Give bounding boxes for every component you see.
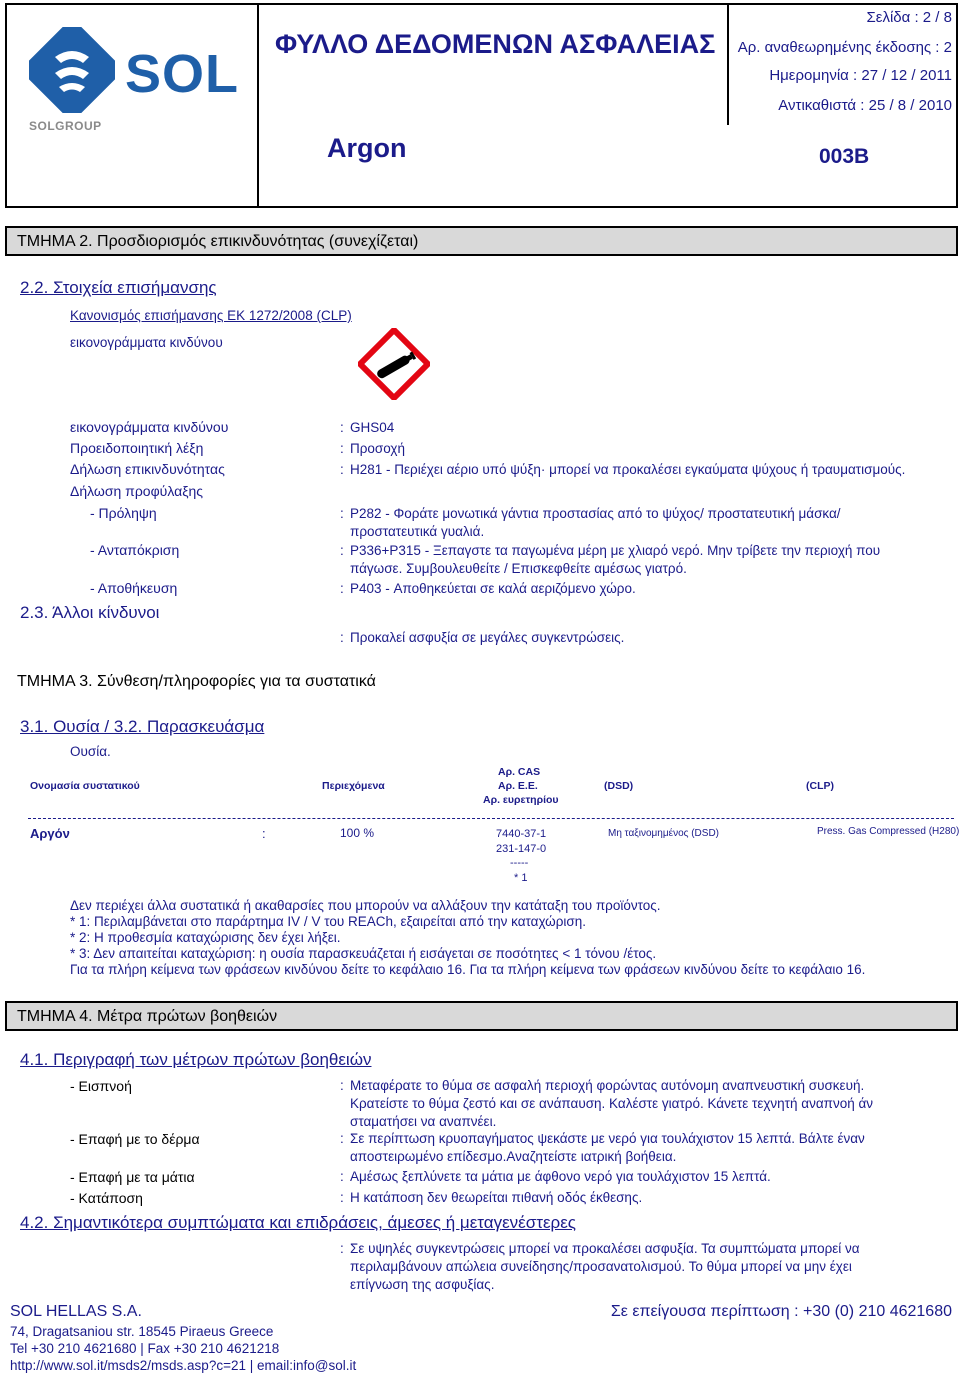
col-header-content: Περιεχόμενα [322,780,385,792]
prevention-line-2: προστατευτικά γυαλιά. [350,524,485,539]
prevention-label: - Πρόληψη [90,505,157,521]
sol-logo-icon [29,27,115,113]
col-header-ec: Αρ. Ε.Ε. [498,780,538,792]
response-label: - Ανταπόκριση [90,542,180,558]
skin-contact-label: - Επαφή με το δέρμα [70,1131,200,1147]
section-2-bar: ΤΜΗΜΑ 2. Προσδιορισμός επικινδυνότητας (συνεχίζεται) [5,226,958,256]
subsection-4-1-heading: 4.1. Περιγραφή των μέτρων πρώτων βοηθειών [20,1050,372,1069]
col-header-dsd: (DSD) [604,780,634,792]
prevention-value [340,505,841,541]
footer-address: 74, Dragatsaniou str. 18545 Piraeus Greece [10,1324,274,1339]
ingredient-colon: : [262,826,266,841]
row-value-signal-word [340,440,405,458]
ingredient-content: 100 % [340,826,375,840]
ingredient-note: * 1 [514,872,528,884]
symptoms-line-1: Σε υψηλές συγκεντρώσεις μπορεί να προκαλέσει ασφυξία. Τα συμπτώματα μπορεί να [350,1241,860,1256]
symptoms-value [340,1240,860,1294]
storage-value [340,580,636,598]
ingestion-value [340,1189,642,1207]
regulation-text: Κανονισμός επισήμανσης ΕΚ 1272/2008 (CLP) [70,308,352,323]
revision-number: Αρ. αναθεωρημένης έκδοσης : 2 [737,39,952,56]
document-info-box [727,5,958,125]
section-3-bar: ΤΜΗΜΑ 3. Σύνθεση/πληροφορίες για τα συστατικά [5,668,958,698]
eye-contact-value [340,1168,771,1186]
storage-label: - Αποθήκευση [90,580,178,596]
other-hazards-text: Προκαλεί ασφυξία σε μεγάλες συγκεντρώσεις. [350,630,625,645]
subsection-2-2-heading: 2.2. Στοιχεία επισήμανσης [20,278,217,297]
symptoms-line-3: επίγνωση της ασφυξίας. [350,1277,495,1292]
pictograms-heading: εικονογράμματα κινδύνου [70,335,223,350]
subsection-3-heading: 3.1. Ουσία / 3.2. Παρασκευάσμα [20,717,265,736]
skin-contact-line-1: Σε περίπτωση κρυοπαγήματος ψεκάστε με νερό για τουλάχιστον 15 λεπτά. Βάλτε έναν [350,1131,865,1146]
skin-contact-value [340,1130,865,1166]
colon: : [340,630,344,645]
other-hazards-value [340,629,624,647]
row-label-signal-word: Προειδοποιητική λέξη [70,440,204,456]
inhalation-value [340,1077,873,1131]
precaution-heading: Δήλωση προφύλαξης [70,483,203,499]
colon: : [340,1190,344,1205]
document-title: ΦΥΛΛΟ ΔΕΔΟΜΕΝΩΝ ΑΣΦΑΛΕΙΑΣ [275,29,716,59]
ingestion-label: - Κατάποση [70,1190,143,1206]
colon: : [340,1241,344,1256]
colon: : [340,543,344,558]
hazard-statement: H281 - Περιέχει αέριο υπό ψύξη· μπορεί να προκαλέσει εγκαύματα ψύχους ή τραυματισμούς. [350,462,906,477]
inhalation-line-2: Κρατείστε το θύμα ζεστό και σε ανάπαυση. Καλέστε γιατρό. Κάνετε τεχνητή αναπνοή άν [350,1096,874,1111]
prevention-line-1: P282 - Φοράτε μονωτικά γάντια προστασίας από το ψύχος/ προστατευτική μάσκα/ [350,506,841,521]
product-name: Argon [327,133,407,163]
document-code: 003B [819,145,870,168]
composition-note-3: * 2: Η προθεσμία καταχώρισης δεν έχει λήξει. [70,930,341,945]
ingestion-line-1: Η κατάποση δεν θεωρείται πιθανή οδός έκθεσης. [350,1190,643,1205]
colon: : [340,462,344,477]
substance-type: Ουσία. [70,744,111,759]
response-value [340,542,880,578]
colon: : [340,1131,344,1146]
document-header [5,3,958,208]
row-value-pictograms [340,419,394,437]
col-header-cas: Αρ. CAS [498,766,541,778]
page-number: Σελίδα : 2 / 8 [866,9,952,26]
colon: : [340,581,344,596]
footer-emergency: Σε επείγουσα περίπτωση : +30 (0) 210 4621680 [610,1303,952,1320]
footer-phone: Tel +30 210 4621680 | Fax +30 210 4621218 [10,1341,280,1356]
document-date: Ημερομηνία : 27 / 12 / 2011 [769,67,952,84]
logo-text: SOL [125,44,240,104]
ingredient-ec: 231-147-0 [496,843,547,855]
colon: : [340,506,344,521]
col-header-index: Αρ. ευρετηρίου [483,794,559,806]
ingredient-clp: Press. Gas Compressed (H280) [817,826,960,837]
signal-word: Προσοχή [350,441,406,456]
inhalation-line-3: σταματήσει να αναπνέει. [350,1114,497,1129]
colon: : [340,441,344,456]
row-value-hazard-statement [340,461,905,479]
inhalation-label: - Εισπνοή [70,1078,132,1094]
logo-area [7,5,259,206]
colon: : [340,1078,344,1093]
row-label-hazard-statement: Δήλωση επικινδυνότητας [70,461,225,477]
subsection-4-2-heading: 4.2. Σημαντικότερα συμπτώματα και επιδράσεις, άμεσες ή μεταγενέστερες [20,1213,576,1232]
subsection-2-3-heading: 2.3. Άλλοι κίνδυνοι [20,603,160,622]
gas-cylinder-icon [358,328,430,400]
section-4-bar: ΤΜΗΜΑ 4. Μέτρα πρώτων βοηθειών [5,1001,958,1031]
logo-group-text: SOLGROUP [29,119,102,133]
footer-company: SOL HELLAS S.A. [10,1303,142,1320]
eye-contact-label: - Επαφή με τα μάτια [70,1169,195,1185]
ingredient-index: ----- [510,857,529,869]
composition-note-2: * 1: Περιλαμβάνεται στο παράρτημα IV / V του REACh, εξαιρείται από την καταχώριση. [70,914,586,929]
symptoms-line-2: περιλαμβάνουν απώλεια συνείδησης/προσανατολισμού. Το θύμα μπορεί να μην έχει [350,1259,852,1274]
ingredient-name: Αργόν [30,826,70,841]
row-label-pictograms: εικονογράμματα κινδύνου [70,419,229,435]
composition-note-5: Για τα πλήρη κείμενα των φράσεων κινδύνου δείτε το κεφάλαιο 16. Για τα πλήρη κείμενα των φράσεων κινδύνου δείτε το κεφάλαιο 16. [70,962,866,977]
colon: : [340,1169,344,1184]
ingredient-cas: 7440-37-1 [496,828,547,840]
composition-note-4: * 3: Δεν απαιτείται καταχώριση: η ουσία παρασκευάζεται ή εισάγεται σε ποσότητες < 1 τόνου /έτος. [70,946,657,961]
response-line-2: πάγωσε. Συμβουλευθείτε / Επισκεφθείτε αμέσως γιατρό. [350,561,687,576]
composition-note-1: Δεν περιέχει άλλα συστατικά ή ακαθαρσίες που μπορούν να αλλάξουν την κατάταξη του προϊόντος. [70,898,661,913]
response-line-1: P336+P315 - Ξεπαγστε τα παγωμένα μέρη με χλιαρό νερό. Μην τρίβετε την περιοχή που [350,543,881,558]
table-divider [28,818,954,819]
col-header-name: Ονομασία συστατικού [30,780,140,792]
storage-text: P403 - Αποθηκεύεται σε καλά αεριζόμενο χώρο. [350,581,636,596]
col-header-clp: (CLP) [806,780,834,792]
footer-web[interactable]: http://www.sol.it/msds2/msds.asp?c=21 | email:info@sol.it [10,1358,357,1373]
pictogram-code: GHS04 [350,420,395,435]
replaces-date: Αντικαθιστά : 25 / 8 / 2010 [778,97,952,114]
eye-contact-line-1: Αμέσως ξεπλύνετε τα μάτια με άφθονο νερό για τουλάχιστον 15 λεπτά. [350,1169,771,1184]
inhalation-line-1: Μεταφέρατε το θύμα σε ασφαλή περιοχή φορώντας αυτόνομη αναπνευστική συσκευή. [350,1078,865,1093]
ingredient-dsd: Μη ταξινομημένος (DSD) [608,828,719,839]
colon: : [340,420,344,435]
skin-contact-line-2: αποστειρωμένο επίδεσμο.Αναζητείστε ιατρική βοήθεια. [350,1149,677,1164]
